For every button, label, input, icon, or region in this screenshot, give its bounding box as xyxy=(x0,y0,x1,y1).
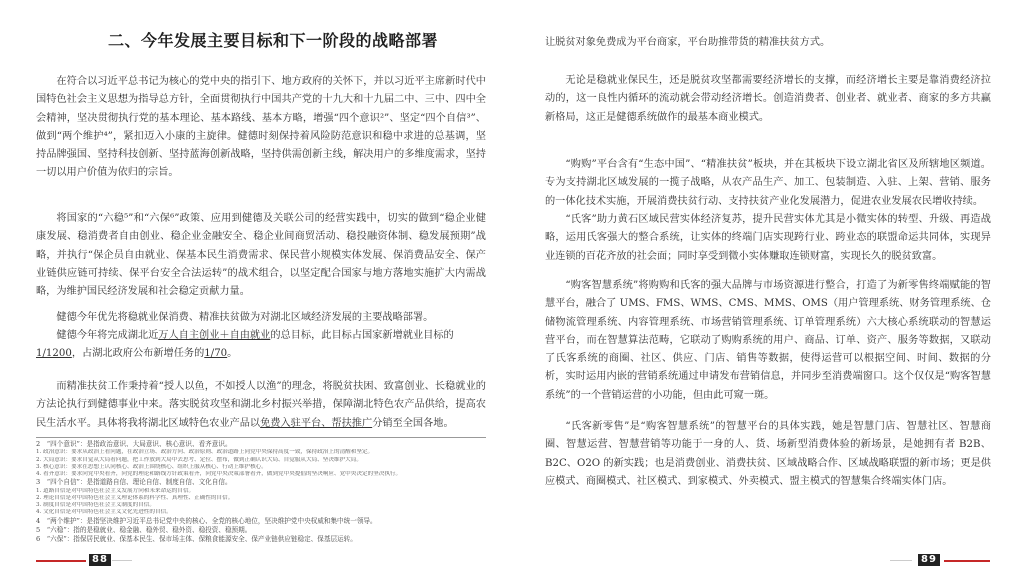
paragraph-new-retail: “氏客新零售”是“购客智慧系统”的智慧平台的具体实践，她是智慧门店、智慧社区、智慧商圈、智慧运营、智慧营销等功能于一身的人、货、场新型消费体验的新场景，是她拥有者 B2B、B2C、O2O 的新实践；也是消费创业、消费扶贫、区域战略合作、区域战略联盟的新市场；更是供应模式、商圈模式、社区模式、到家模式、外卖模式、盟主模式的智慧集合终端实体门店。 xyxy=(545,421,991,487)
footnote-line: 2. 理论自信是对中国特色社会主义理论体系的科学性、真理性、正确性的自信。 xyxy=(36,494,234,501)
footnotes xyxy=(36,437,486,544)
footnote-line: 4. 文化自信是对中国特色社会主义文化先进性的自信。 xyxy=(36,509,172,516)
footnote-line: 6 “六保”：指保居民就业、保基本民生、保市场主体、保粮食能源安全、保产业链供应链稳定、保基层运转。 xyxy=(36,535,357,544)
page-number-left: 88 xyxy=(89,554,111,566)
footnote-line: 1. 政治意识：要求从政治上看问题，在政治立场、政治方向、政治原则、政治道路上同党中央保持高度一致，保持政治上的清醒和坚定。 xyxy=(36,449,374,456)
footnote-line: 2. 大局意识：要求自觉从大局看问题，把工作放到大局中去思考、定位、摆布，做到正确认识大局、自觉服从大局、坚决维护大局。 xyxy=(36,456,362,463)
paragraph-smart-system: “购客智慧系统”将购购和氏客的强大品牌与市场资源进行整合，打造了为新零售终端赋能的智慧平台，融合了 UMS、FMS、WMS、CMS、MMS、OMS（用户管理系统、财务管理系统、仓储物流管理系统、内容管理系统、市场营销管理系统、订单管理系统）六大核心系统联动的智慧运营平台，而在智慧算法范畴，它联动了购购系统的用户、商品、订单、资产、服务等数据，又联动了氏客系统的商圈、社区、供应、门店、销售等数据，使得运营可以根据空间、时间、数据的分析，实时运用内嵌的营销系统通过申请发布营销信息，并同步至消费端窗口。这个仅仅是“购客智慧系统”的一个营销运营的小功能，但由此可窥一斑。 xyxy=(545,280,991,401)
footnote-line: 3 “四个自信”：是指道路自信、理论自信、制度自信、文化自信。 xyxy=(36,478,232,487)
divider-right xyxy=(890,560,912,561)
paragraph-poverty-alleviation xyxy=(36,378,486,433)
paragraph-six-stability: 将国家的“六稳⁵”和“六保⁶”政策、应用到健德及关联公司的经营实践中，切实的做到“稳企业健康发展、稳消费者自由创业、稳企业金融安全、稳企业间商贸活动、稳投融资体制、稳发展预期”战略，并执行“保企员自由就业、保基本民生消费需求、保民营小规模实体发展、保消费品安全、保产业链供应链可持续、保平台安全合法运转”的战术组合，以坚定配合国家与地方落地实施扩大内需战略，为维护国民经济发展和社会稳定贡献力量。 xyxy=(36,213,486,298)
divider-left xyxy=(112,560,132,561)
accent-bar-left xyxy=(36,560,86,562)
ratio-provincial: 1/70 xyxy=(204,348,228,360)
target-text-pre: 健德今年将完成湖北近 xyxy=(56,330,159,341)
ratio-text-mid: ，占湖北政府公布新增任务的 xyxy=(71,348,205,360)
footnote-line: 5 “六稳”：指的是稳就业、稳金融、稳外贸、稳外资、稳投资、稳预期。 xyxy=(36,525,252,534)
paragraph-continuation: 让脱贫对象免费成为平台商家，平台助推带货的精准扶贫方式。 xyxy=(545,37,831,48)
ratio-national: 1/1200 xyxy=(36,348,72,360)
footnote-line: 3. 核心意识：要求在思想上认同核心、政治上围绕核心、组织上服从核心、行动上维护核心。 xyxy=(36,463,267,470)
footnote-line: 2 “四个意识”：是指政治意识、大局意识、核心意识、看齐意识。 xyxy=(36,440,232,448)
paragraph-employment-target xyxy=(36,327,486,364)
section-heading: 二、今年发展主要目标和下一阶段的战略部署 xyxy=(108,31,439,50)
paragraph-growth: 无论是稳就业保民生，还是脱贫攻坚都需要经济增长的支撑，而经济增长主要是靠消费经济拉动的，这一良性内循环的流动就会带动经济增长。创造消费者、创业者、就业者、商家的多方共赢新格局，这正是健德系统做作的最基本商业模式。 xyxy=(545,75,991,123)
poverty-text-pre: 而精准扶贫工作秉持着“授人以鱼，不如授人以渔”的理念，将脱贫扶困、致富创业、长稳就业的方法论执行到健德事业中来。落实脱贫攻坚和湖北乡村振兴举措，保障湖北特色农产品供给，提高农民生活水平。具体将我将湖北区域特色农业产品以 xyxy=(36,381,486,429)
paragraph-employment-priority: 健德今年优先将稳就业保消费、精准扶贫做为对湖北区域经济发展的主要战略部署。 xyxy=(56,312,434,323)
footnote-line: 1. 道路自信是对中国特色社会主义发展方向和未来命运的自信。 xyxy=(36,487,195,494)
page-number-right: 89 xyxy=(918,554,940,566)
accent-bar-right xyxy=(944,560,990,562)
footnote-line: 4. 看齐意识：要求向党中央看齐，向党的理论和路线方针政策看齐，向党中央决策部署看齐，做到党中央提倡的坚决响应、党中央决定的坚决执行。 xyxy=(36,471,402,478)
paragraph-gougou-platform: “购购”平台含有“生态中国”、“精准扶贫”板块，并在其板块下设立湖北省区及所辖地区频道。专为支持湖北区域发展的一揽子战略，从农产品生产、加工、包装制造、入驻、上架、营销、服务的一体化技术实施，开展消费扶贫行动、支持扶贫产业化发展潜力，促进农业发展农民增收持续。 xyxy=(545,159,991,207)
poverty-text-underlined: 免费入驻平台、帮扶推广 xyxy=(260,417,373,429)
target-text-underlined: 万人自主创业＋自由就业 xyxy=(158,330,271,341)
target-text-post: 的总目标，此目标占国家新增就业目标的 xyxy=(270,330,454,341)
footnote-line: 4 “两个维护”：是指坚决维护习近平总书记党中央的核心、全党的核心地位，坚决维护党中央权威和集中统一领导。 xyxy=(36,516,377,525)
footnote-line: 3. 制度自信是对中国特色社会主义制度的自信。 xyxy=(36,502,155,509)
poverty-text-post: 分销至全国各地。 xyxy=(372,417,454,429)
ratio-text-end: 。 xyxy=(227,348,238,360)
paragraph-shike: “氏客”助力黄石区域民营实体经济复苏，提升民营实体尤其是小微实体的转型、升级、再造战略，运用氏客强大的整合系统，让实体的终端门店实现跨行业、跨业态的联盟命运共同体，实现异业连锁的百花齐放的社会面；同时享受到微小实体赚取连锁财富，实现长久的脱贫致富。 xyxy=(545,214,991,262)
paragraph-guidance: 在符合以习近平总书记为核心的党中央的指引下、地方政府的关怀下，并以习近平主席新时代中国特色社会主义思想为指导总方针，全面贯彻执行中国共产党的十九大和十九届二中、三中、四中全会精神，坚决贯彻执行党的基本理论、基本路线、基本方略，增强“四个意识²”、坚定“四个自信³”、做到“两个维护⁴”，紧扣迈入小康的主旋律。健德时刻保持着风险防范意识和稳中求进的总基调，坚持品牌强国、坚持科技创新、坚持蓝海创新战略，坚持供需创新主线，解决用户的多维度需求，坚持一切以用户价值为依归的宗旨。 xyxy=(36,76,486,179)
